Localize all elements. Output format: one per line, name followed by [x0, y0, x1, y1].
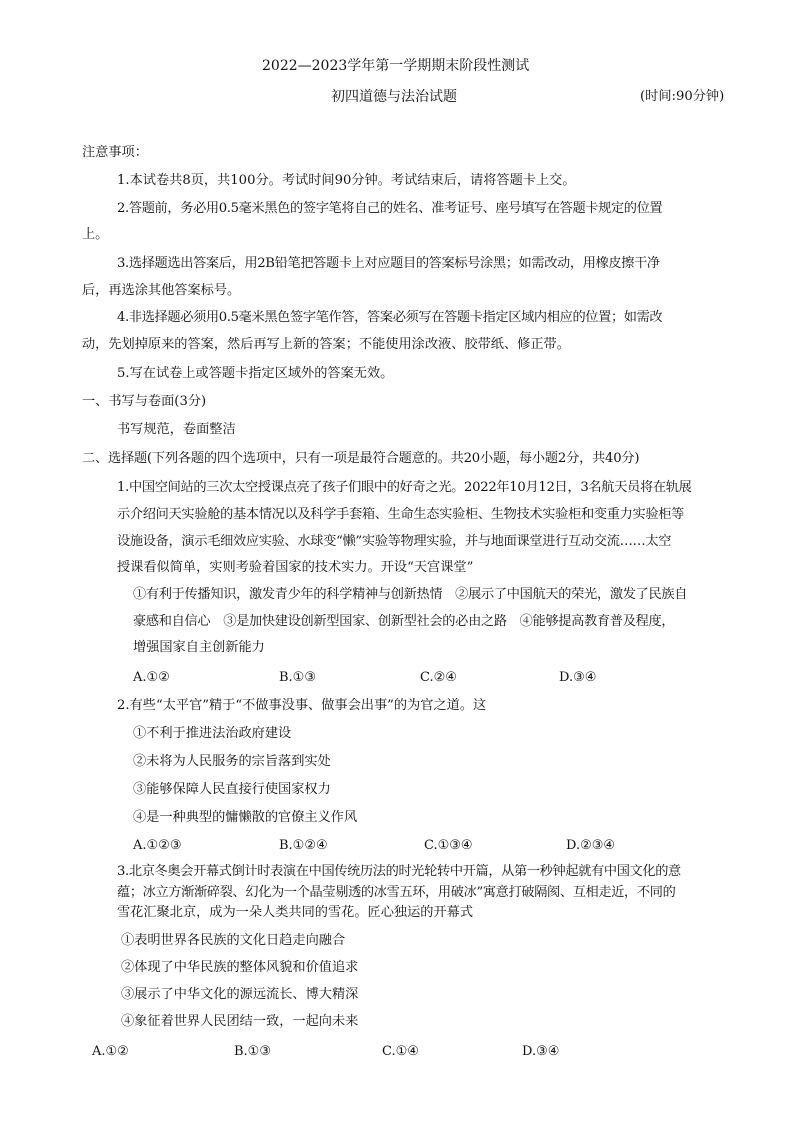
q3-stem-line: 雪花汇聚北京，成为一朵人类共同的雪花。匠心独运的开幕式: [117, 905, 474, 920]
q2-option-a[interactable]: A.①②③: [133, 838, 182, 853]
section1-heading: 一、书写与卷面(3分): [82, 394, 207, 409]
q2-stem: 2.有些“太平官”精于“不做事没事、做事会出事”的为官之道。这: [117, 698, 487, 713]
notice-line: 后，再选涂其他答案标号。: [82, 283, 241, 298]
q3-statement: ③展示了中华文化的源远流长、博大精深: [121, 987, 359, 1002]
q3-statement: ①表明世界各民族的文化日趋走向融合: [121, 933, 346, 948]
q1-stem-line: 设施设备，演示毛细效应实验、水球变“懒”实验等物理实验，并与地面课堂进行互动交流……太空: [117, 534, 672, 549]
q1-statement: 增强国家自主创新能力: [133, 640, 265, 655]
q3-stem-line: 3.北京冬奥会开幕式倒计时表演在中国传统历法的时光轮转中开篇，从第一秒钟起就有中国文化的意: [117, 864, 681, 879]
q1-option-a[interactable]: A.①②: [133, 670, 170, 685]
q3-option-d[interactable]: D.③④: [522, 1044, 560, 1059]
section2-heading: 二、选择题(下列各题的四个选项中，只有一项是最符合题意的。共20小题，每小题2分，共40分): [82, 451, 640, 466]
q2-statement: ④是一种典型的慵懒散的官僚主义作风: [133, 810, 358, 825]
section1-body: 书写规范，卷面整洁: [117, 422, 236, 437]
q1-stem-line: 示介绍问天实验舱的基本情况以及科学手套箱、生命生态实验柜、生物技术实验柜和变重力实验柜等: [117, 507, 685, 522]
q3-option-c[interactable]: C.①④: [382, 1044, 419, 1059]
notice-line: 1.本试卷共8页，共100分。考试时间90分钟。考试结束后，请将答题卡上交。: [117, 173, 576, 188]
q2-option-c[interactable]: C.①③④: [424, 838, 473, 853]
q3-statement: ②体现了中华民族的整体风貌和价值追求: [121, 960, 359, 975]
q1-option-b[interactable]: B.①③: [279, 670, 316, 685]
q1-stem-line: 授课看似简单，实则考验着国家的技术实力。开设“天宫课堂”: [117, 560, 474, 575]
q2-statement: ③能够保障人民直接行使国家权力: [133, 782, 331, 797]
notice-line: 动，先划掉原来的答案，然后再写上新的答案；不能使用涂改液、胶带纸、修正带。: [82, 337, 570, 352]
q2-statement: ①不利于推进法治政府建设: [133, 726, 292, 741]
q3-stem-line: 蕴；冰立方渐渐碎裂、幻化为一个晶莹剔透的冰雪五环，用破冰”寓意打破隔阂、互相走近，不同的: [117, 885, 676, 900]
q3-statement: ④象征着世界人民团结一致，一起向未来: [121, 1014, 359, 1029]
notice-line: 2.答题前，务必用0.5毫米黑色的签字笔将自己的姓名、准考证号、座号填写在答题卡规定的位置: [117, 201, 663, 216]
q1-option-d[interactable]: D.③④: [559, 670, 597, 685]
q3-option-b[interactable]: B.①③: [234, 1044, 271, 1059]
q3-option-a[interactable]: A.①②: [92, 1044, 129, 1059]
notice-heading: 注意事项：: [82, 145, 148, 160]
q2-statement: ②未将为人民服务的宗旨落到实处: [133, 754, 331, 769]
exam-time: (时间:90分钟): [640, 89, 725, 104]
notice-line: 3.选择题选出答案后，用2B铅笔把答题卡上对应题目的答案标号涂黑；如需改动，用橡皮擦干净: [117, 256, 660, 271]
q1-stem-line: 1.中国空间站的三次太空授课点亮了孩子们眼中的好奇之光。2022年10月12日，3名航天员将在轨展: [117, 480, 692, 495]
notice-line: 上。: [82, 227, 109, 242]
q2-option-d[interactable]: D.②③④: [566, 838, 616, 853]
q1-option-c[interactable]: C.②④: [420, 670, 457, 685]
notice-line: 4.非选择题必须用0.5毫米黑色签字笔作答，答案必须写在答题卡指定区域内相应的位置；如需改: [117, 310, 663, 325]
q2-option-b[interactable]: B.①②④: [279, 838, 328, 853]
exam-title: 2022—2023学年第一学期期末阶段性测试: [262, 58, 530, 74]
notice-line: 5.写在试卷上或答题卡指定区域外的答案无效。: [117, 366, 394, 381]
q1-statement: ①有利于传播知识，激发青少年的科学精神与创新热情 ②展示了中国航天的荣光，激发了民族自: [133, 587, 688, 602]
q1-statement: 豪感和自信心 ③是加快建设创新型国家、创新型社会的必由之路 ④能够提高教育普及程度，: [133, 614, 675, 629]
exam-subject: 初四道德与法治试题: [331, 89, 457, 105]
